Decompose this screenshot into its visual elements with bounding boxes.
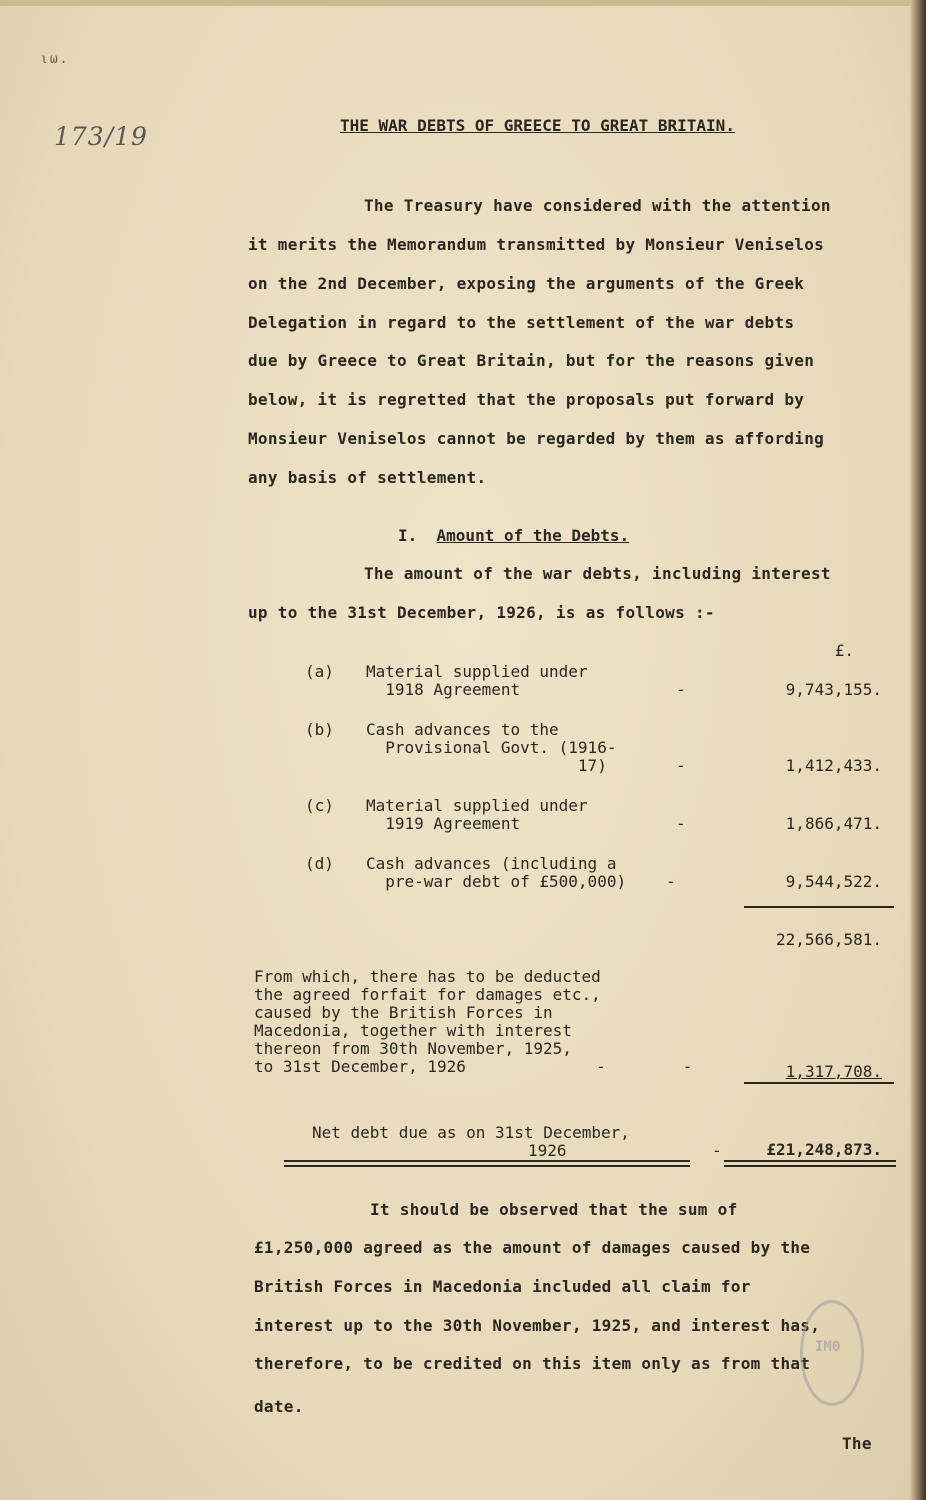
net-line: Net debt due as on 31st December, (312, 1123, 630, 1142)
item-desc-line: pre-war debt of £500,000) (366, 872, 627, 891)
item-dash: - (676, 756, 686, 775)
para1-line: Delegation in regard to the settlement of the war debts (248, 313, 795, 332)
section-heading (398, 526, 629, 545)
para1-line: The Treasury have considered with the attention (364, 196, 831, 215)
subtotal-amount: 22,566,581. (776, 930, 882, 949)
para3-line: British Forces in Macedonia included all claim for (254, 1277, 751, 1296)
deduct-amount: 1,317,708. (785, 1062, 882, 1081)
para1-line: it merits the Memorandum transmitted by Monsieur Veniselos (248, 235, 825, 254)
net-line: 1926 (528, 1141, 567, 1160)
para3-line: date. (254, 1397, 304, 1416)
item-desc-line: 1919 Agreement (366, 814, 521, 833)
deduct-dashes: - - (596, 1057, 693, 1076)
item-desc-line: 1918 Agreement (366, 680, 521, 699)
net-rule-2 (284, 1165, 690, 1167)
corner-mark: ιω. (40, 52, 70, 67)
item-label: (c) (305, 796, 334, 815)
item-dash: - (676, 680, 686, 699)
deduct-line: thereon from 30th November, 1925, (254, 1039, 572, 1058)
item-desc-line: 17) (366, 756, 607, 775)
item-amount: 9,743,155. (785, 680, 882, 699)
para3-line: interest up to the 30th November, 1925, and interest has, (254, 1316, 821, 1335)
net-rule-1 (284, 1160, 690, 1162)
deduct-line: Macedonia, together with interest (254, 1021, 572, 1040)
para1-line: Monsieur Veniselos cannot be regarded by them as affording (248, 429, 825, 448)
document-title: THE WAR DEBTS OF GREECE TO GREAT BRITAIN. (340, 116, 735, 135)
item-desc-line: Cash advances to the (366, 720, 559, 739)
section-number: I. (398, 526, 418, 545)
catchword: The (842, 1434, 872, 1453)
net-amount: £21,248,873. (766, 1140, 882, 1159)
para3-line: £1,250,000 agreed as the amount of damages caused by the (254, 1238, 811, 1257)
para3-line: It should be observed that the sum of (370, 1200, 738, 1219)
deduct-line: caused by the British Forces in (254, 1003, 553, 1022)
stamp-text: ΙΜΘ (815, 1339, 841, 1355)
item-amount: 1,412,433. (785, 756, 882, 775)
folio-number: 173/19 (54, 122, 148, 151)
deduct-line: From which, there has to be deducted (254, 967, 601, 986)
deduct-rule (744, 1082, 894, 1084)
item-dash: - (666, 872, 676, 891)
item-label: (b) (305, 720, 334, 739)
para1-line: any basis of settlement. (248, 468, 487, 487)
net-amount-rule-2 (724, 1165, 896, 1167)
archive-stamp (800, 1300, 864, 1406)
item-desc-line: Provisional Govt. (1916- (366, 738, 617, 757)
para3-line: therefore, to be credited on this item only as from that (254, 1354, 811, 1373)
top-edge (0, 0, 926, 6)
deduct-line: to 31st December, 1926 (254, 1057, 466, 1076)
item-amount: 9,544,522. (785, 872, 882, 891)
net-dash: - (712, 1141, 722, 1160)
item-dash: - (676, 814, 686, 833)
net-amount-rule-1 (724, 1160, 896, 1162)
para1-line: due by Greece to Great Britain, but for the reasons given (248, 351, 815, 370)
para1-line: below, it is regretted that the proposals put forward by (248, 390, 805, 409)
item-amount: 1,866,471. (785, 814, 882, 833)
item-label: (d) (305, 854, 334, 873)
para2-line: up to the 31st December, 1926, is as follows :- (248, 603, 715, 622)
right-edge (910, 0, 926, 1500)
para1-line: on the 2nd December, exposing the arguments of the Greek (248, 274, 805, 293)
para2-line: The amount of the war debts, including interest (364, 564, 831, 583)
deduct-line: the agreed forfait for damages etc., (254, 985, 601, 1004)
item-desc-line: Cash advances (including a (366, 854, 617, 873)
item-desc-line: Material supplied under (366, 796, 588, 815)
item-desc-line: Material supplied under (366, 662, 588, 681)
section-title: Amount of the Debts. (436, 526, 630, 545)
currency-header: £. (834, 641, 854, 660)
item-label: (a) (305, 662, 334, 681)
subtotal-rule (744, 906, 894, 908)
